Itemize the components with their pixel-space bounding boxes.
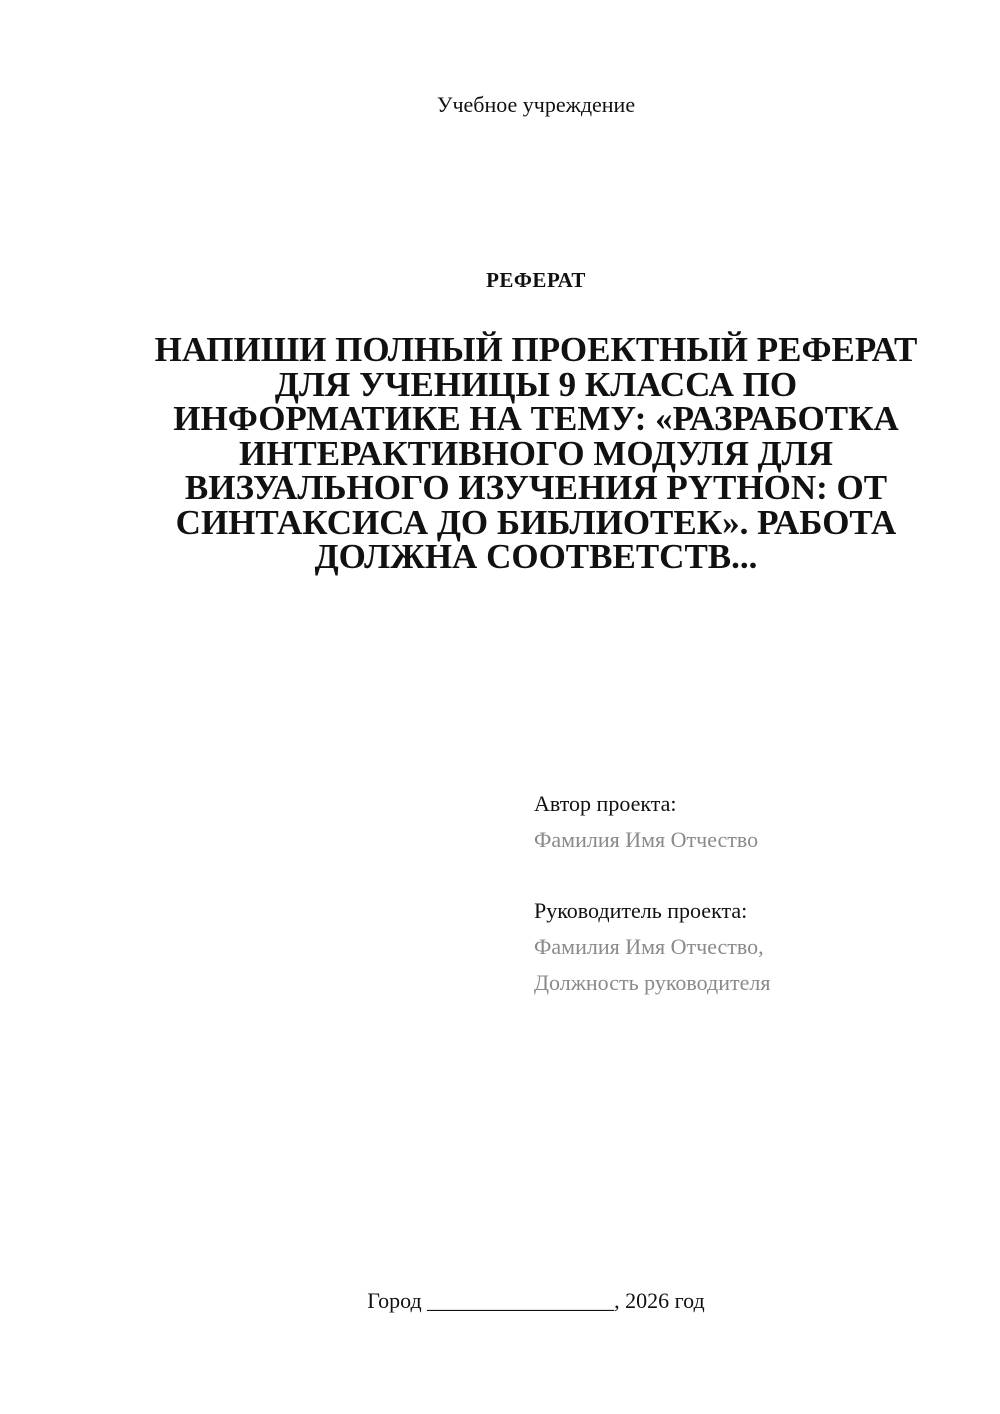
author-name: Фамилия Имя Отчество: [534, 827, 759, 852]
supervisor-label: Руководитель проекта:: [534, 898, 748, 923]
supervisor-position: Должность руководителя: [534, 970, 771, 995]
city-year-line: Город _________________, 2026 год: [367, 1288, 705, 1313]
document-title: НАПИШИ ПОЛНЫЙ ПРОЕКТНЫЙ РЕФЕРАТ ДЛЯ УЧЕНИЦЫ 9 КЛАССА ПО ИНФОРМАТИКЕ НА ТЕМУ: «РАЗРАБОТКА ИНТЕРАКТИВНОГО МОДУЛЯ ДЛЯ ВИЗУАЛЬНОГО ИЗУЧЕНИЯ PYTHON: ОТ СИНТАКСИСА ДО БИБЛИОТЕК». РАБОТА ДОЛЖНА СООТВЕТСТВ...: [154, 330, 918, 576]
supervisor-name: Фамилия Имя Отчество,: [534, 934, 764, 959]
supervisor-block: [534, 893, 974, 1001]
document-type: РЕФЕРАТ: [486, 268, 586, 292]
institution-name: Учебное учреждение: [436, 92, 636, 117]
author-block: [534, 786, 974, 858]
author-label: Автор проекта:: [534, 791, 677, 816]
